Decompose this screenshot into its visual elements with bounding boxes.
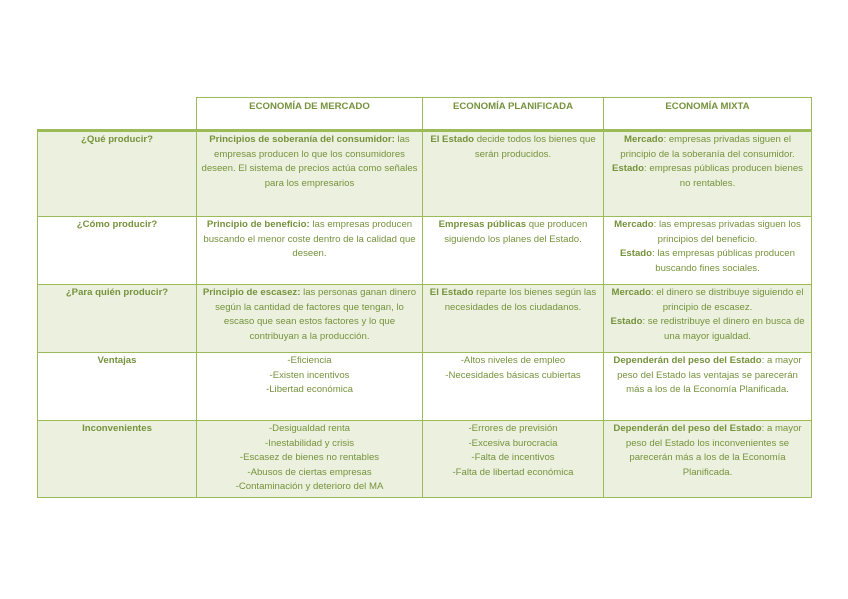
cell-mixta [604, 131, 812, 217]
row-header: ¿Qué producir? [38, 131, 197, 217]
list-item: -Libertad económica [266, 384, 353, 396]
cell-text: : empresas públicas producen bienes no rentables. [644, 163, 803, 189]
cell-text: las empresas producen lo que los consumidores deseen. El sistema de precios actúa como señales para los empresarios [201, 134, 418, 189]
row-header: Inconvenientes [38, 421, 197, 498]
row-header: ¿Para quién producir? [38, 285, 197, 353]
table-row [38, 131, 812, 217]
cell-text: las empresas producen buscando el menor coste dentro de la calidad que deseen. [203, 219, 416, 260]
column-header-mixta: ECONOMÍA MIXTA [604, 98, 812, 131]
list-item: -Falta de libertad económica [452, 466, 574, 478]
bold-term: Principio de escasez: [202, 287, 301, 298]
list-item: -Contaminación y deterioro del MA [235, 481, 384, 493]
list-item: -Errores de previsión [468, 423, 558, 434]
economic-systems-table [37, 97, 812, 498]
cell-text: decide todos los bienes que serán producidos. [474, 134, 596, 160]
bold-term: Estado [620, 248, 653, 260]
cell-mixta [604, 285, 812, 353]
cell-mercado [197, 285, 423, 353]
cell-mixta [604, 421, 812, 498]
mixta-estado-line [607, 315, 808, 344]
bold-term: Mercado [614, 219, 654, 230]
cell-planificada [423, 131, 604, 217]
table-row [38, 285, 812, 353]
bold-term: El Estado [429, 287, 474, 298]
list-item: -Altos niveles de empleo [460, 355, 566, 366]
cell-text: las personas ganan dinero según la cantidad de factores que tengan, lo escaso que sean estos factores y lo que contribuyan a la producción. [215, 287, 417, 342]
mixta-mercado-line [607, 133, 808, 162]
list-item: -Existen incentivos [269, 369, 350, 381]
bold-term: Estado [610, 316, 643, 328]
cell-text: : el dinero se distribuye siguiendo el principio de escasez. [650, 287, 804, 313]
list-item: -Excesiva burocracia [468, 437, 558, 449]
cell-mixta [604, 217, 812, 285]
cell-text: que producen siguiendo los planes del Estado. [444, 219, 588, 245]
bold-term: Empresas públicas [438, 219, 527, 230]
mixta-mercado-line [607, 286, 808, 315]
cell-mercado [197, 131, 423, 217]
row-header: Ventajas [38, 353, 197, 421]
list-item: -Falta de incentivos [471, 452, 555, 464]
cell-planificada [423, 217, 604, 285]
list-item: -Inestabilidad y crisis [264, 437, 355, 449]
cell-mercado [197, 217, 423, 285]
bold-term: Principio de beneficio: [206, 219, 310, 230]
list-item: -Abusos de ciertas empresas [247, 466, 372, 478]
mixta-estado-line [607, 247, 808, 276]
list-item: -Escasez de bienes no rentables [239, 452, 380, 464]
corner-cell [38, 98, 197, 131]
bold-term: Mercado [624, 134, 664, 145]
cell-text: : se redistribuye el dinero en busca de una mayor igualdad. [642, 316, 805, 342]
cell-mercado [197, 353, 423, 421]
list-item: -Eficiencia [287, 355, 332, 366]
list-item: -Necesidades básicas cubiertas [445, 369, 581, 381]
cell-planificada [423, 353, 604, 421]
table-row [38, 353, 812, 421]
table-row [38, 421, 812, 498]
header-row [38, 98, 812, 131]
column-header-mercado: ECONOMÍA DE MERCADO [197, 98, 423, 131]
cell-text: : empresas privadas siguen el principio de la soberanía del consumidor. [620, 134, 795, 160]
cell-text: : las empresas privadas siguen los principios del beneficio. [653, 219, 801, 245]
cell-text: : a mayor peso del Estado los inconvenientes se parecerán más a los de la Economía Planificada. [625, 423, 802, 478]
cell-mixta [604, 353, 812, 421]
list-item: -Desigualdad renta [268, 423, 351, 434]
mixta-mercado-line [607, 218, 808, 247]
bold-term: Principios de soberanía del consumidor: [209, 134, 395, 145]
row-header: ¿Cómo producir? [38, 217, 197, 285]
bold-term: El Estado [430, 134, 475, 145]
bold-term: Estado [612, 163, 645, 175]
cell-text: : a mayor peso del Estado las ventajas se parecerán más a los de la Economía Planificada. [617, 355, 802, 396]
cell-planificada [423, 285, 604, 353]
bold-term: Mercado [611, 287, 651, 298]
bold-term: Dependerán del peso del Estado [613, 423, 762, 434]
column-header-planificada: ECONOMÍA PLANIFICADA [423, 98, 604, 131]
table-row [38, 217, 812, 285]
cell-text: reparte los bienes según las necesidades de los ciudadanos. [444, 287, 597, 313]
cell-text: : las empresas públicas producen buscando fines sociales. [652, 248, 795, 274]
cell-planificada [423, 421, 604, 498]
cell-mercado [197, 421, 423, 498]
mixta-estado-line [607, 162, 808, 191]
bold-term: Dependerán del peso del Estado [613, 355, 762, 366]
